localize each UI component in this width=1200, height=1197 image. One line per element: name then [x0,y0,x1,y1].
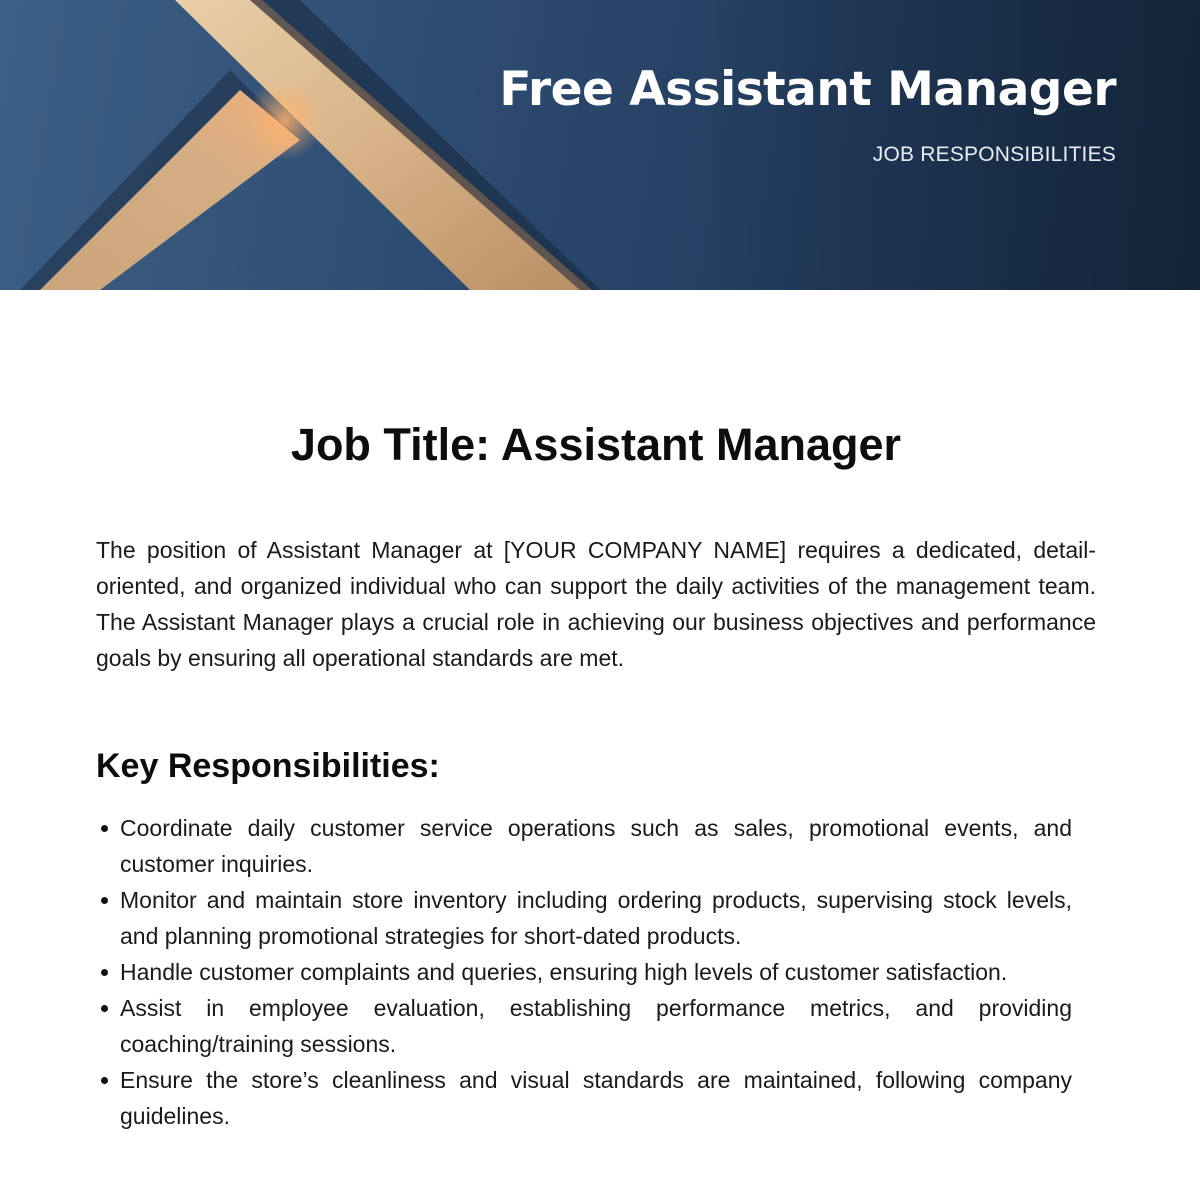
list-item [96,1062,1072,1134]
list-item-text: Ensure the store’s cleanliness and visual standards are maintained, following company guidelines. [120,1067,1072,1129]
header-banner [0,0,1200,290]
list-item-text: Coordinate daily customer service operations such as sales, promotional events, and customer inquiries. [120,815,1072,877]
banner-subtitle: JOB RESPONSIBILITIES [872,143,1116,166]
banner-title: Free Assistant Manager [499,62,1116,117]
bullet-icon [101,1005,108,1012]
list-item-text: Assist in employee evaluation, establishing performance metrics, and providing coaching/training sessions. [120,995,1072,1057]
list-item-text: Monitor and maintain store inventory including ordering products, supervising stock levels, and planning promotional strategies for short-dated products. [120,887,1072,949]
list-item [96,810,1072,882]
bullet-icon [101,825,108,832]
list-item-text: Handle customer complaints and queries, ensuring high levels of customer satisfaction. [120,959,1008,985]
list-item [96,882,1072,954]
responsibilities-heading: Key Responsibilities: [96,747,440,785]
list-item [96,990,1072,1062]
document-body [96,415,1096,1134]
job-title-heading: Job Title: Assistant Manager [290,419,902,470]
list-item [96,954,1072,990]
bullet-icon [101,969,108,976]
responsibilities-list [96,810,1072,1134]
intro-paragraph: The position of Assistant Manager at [YOUR COMPANY NAME] requires a dedicated, detail-oriented, and organized individual who can support the daily activities of the management team. The Assistant Manager plays a crucial role in achieving our business objectives and performance goals by ensuring all operational standards are met. [96,537,1096,671]
bullet-icon [101,1077,108,1084]
bullet-icon [101,897,108,904]
